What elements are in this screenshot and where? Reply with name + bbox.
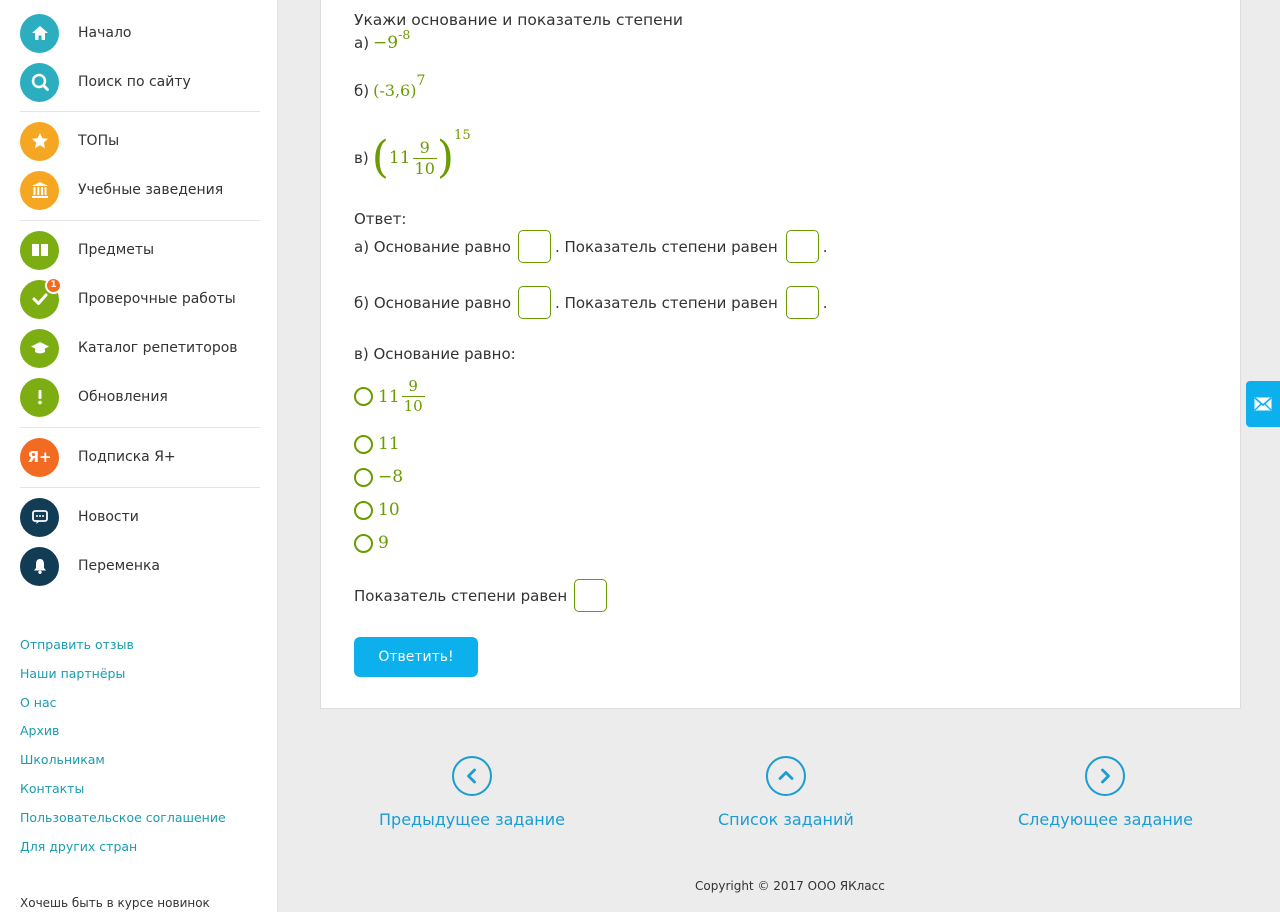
home-icon <box>20 14 59 53</box>
chevron-left-icon <box>452 756 492 796</box>
row-b-base-input[interactable] <box>518 286 551 319</box>
option-2[interactable] <box>354 434 400 454</box>
nav-subjects[interactable] <box>20 230 260 270</box>
nav-label: Обновления <box>78 389 168 405</box>
nav-label: Начало <box>78 25 132 41</box>
row-a-base-input[interactable] <box>518 230 551 263</box>
nav-institutions[interactable] <box>20 170 260 210</box>
next-task-label: Следующее задание <box>1018 810 1193 829</box>
nav-label: Каталог репетиторов <box>78 340 238 356</box>
item-b-label: б) <box>354 81 370 100</box>
option-3[interactable] <box>354 467 403 487</box>
footer-link-feedback[interactable]: Отправить отзыв <box>20 637 134 652</box>
answer-row-b <box>354 286 828 319</box>
item-c-denominator: 10 <box>414 158 435 178</box>
nav-label: Новости <box>78 509 139 525</box>
radio-button[interactable] <box>354 435 373 454</box>
nav-tops[interactable] <box>20 121 260 161</box>
prev-task-label: Предыдущее задание <box>379 810 565 829</box>
divider <box>20 111 260 112</box>
option-1-numerator: 9 <box>408 377 418 395</box>
row-a-exp-label: . Показатель степени равен <box>554 237 778 256</box>
submit-button[interactable]: Ответить! <box>354 637 478 677</box>
item-c-label: в) <box>354 149 369 167</box>
item-c-whole: 11 <box>388 148 411 168</box>
radio-button[interactable] <box>354 501 373 520</box>
row-b-exp-input[interactable] <box>786 286 819 319</box>
item-a-base: −9 <box>373 33 399 53</box>
divider <box>20 220 260 221</box>
row-b-exp-label: . Показатель степени равен <box>555 293 778 312</box>
nav-subscription[interactable] <box>20 437 260 477</box>
paren-right: ) <box>436 132 455 183</box>
nav-break[interactable] <box>20 546 260 586</box>
nav-label: Предметы <box>78 242 155 258</box>
newsletter-text: Хочешь быть в курсе новинок <box>20 896 210 910</box>
radio-button[interactable] <box>354 468 373 487</box>
mail-icon <box>1254 397 1272 411</box>
option-4[interactable] <box>354 500 400 520</box>
ya-plus-icon <box>20 438 59 477</box>
item-a-exponent: -8 <box>398 26 411 42</box>
option-4-value: 10 <box>378 500 400 520</box>
chevron-right-icon <box>1085 756 1125 796</box>
nav-label: ТОПы <box>78 133 120 149</box>
sidebar <box>0 0 278 912</box>
radio-button[interactable] <box>354 534 373 553</box>
nav-search[interactable] <box>20 62 260 102</box>
radio-button[interactable] <box>354 387 373 406</box>
task-title: Укажи основание и показатель степени <box>354 11 683 29</box>
footer-link-agreement[interactable]: Пользовательское соглашение <box>20 810 226 825</box>
divider <box>20 427 260 428</box>
row-a-base-label: а) Основание равно <box>354 237 511 256</box>
chevron-up-icon <box>766 756 806 796</box>
footer-link-about[interactable]: О нас <box>20 695 57 710</box>
answer-row-a <box>354 230 828 263</box>
item-b-exponent: 7 <box>416 72 426 89</box>
task-list-label: Список заданий <box>718 810 854 829</box>
row-b-base-label: б) Основание равно <box>354 293 512 312</box>
item-c <box>354 127 471 186</box>
book-icon <box>20 231 59 270</box>
feedback-mail-tab[interactable] <box>1246 381 1280 427</box>
chat-icon <box>20 498 59 537</box>
divider <box>20 487 260 488</box>
row-a-dot: . <box>822 237 828 256</box>
building-icon <box>20 171 59 210</box>
star-icon <box>20 122 59 161</box>
nav-tests[interactable] <box>20 279 260 319</box>
footer-link-archive[interactable]: Архив <box>20 723 60 738</box>
answer-title: Ответ: <box>354 210 407 228</box>
row-a-exp-input[interactable] <box>786 230 819 263</box>
item-b-base: (-3,6) <box>373 81 417 100</box>
item-c-numerator: 9 <box>419 137 430 157</box>
bell-icon <box>20 547 59 586</box>
item-b <box>354 72 426 100</box>
option-5[interactable] <box>354 533 389 553</box>
exclamation-icon <box>20 378 59 417</box>
option-5-value: 9 <box>378 533 389 553</box>
prev-task-link[interactable] <box>379 756 565 829</box>
task-list-link[interactable] <box>718 756 854 829</box>
option-1-whole: 11 <box>378 386 400 407</box>
footer-link-students[interactable]: Школьникам <box>20 752 105 767</box>
answer-row-c-label: в) Основание равно: <box>354 345 516 363</box>
nav-label: Проверочные работы <box>78 291 236 307</box>
search-icon <box>20 63 59 102</box>
copyright: Copyright © 2017 ООО ЯКласс <box>695 879 885 893</box>
option-1[interactable] <box>354 379 425 414</box>
option-1-denominator: 10 <box>403 397 423 415</box>
option-1-fraction <box>402 379 425 414</box>
row-c-exp-input[interactable] <box>574 579 607 612</box>
nav-label: Поиск по сайту <box>78 74 191 90</box>
paren-left: ( <box>371 132 389 183</box>
item-c-exponent: 15 <box>454 127 471 143</box>
item-a <box>354 26 411 53</box>
answer-row-c-exp <box>354 579 611 612</box>
row-c-exp-label: Показатель степени равен <box>354 586 568 605</box>
nav-news[interactable] <box>20 497 260 537</box>
footer-link-contacts[interactable]: Контакты <box>20 781 85 796</box>
footer-link-partners[interactable]: Наши партнёры <box>20 666 126 681</box>
nav-label: Подписка Я+ <box>78 449 176 465</box>
footer-link-other-countries[interactable]: Для других стран <box>20 839 138 854</box>
nav-label: Переменка <box>78 558 161 574</box>
row-b-dot: . <box>822 293 828 312</box>
graduation-cap-icon <box>20 329 59 368</box>
option-2-value: 11 <box>378 434 400 454</box>
nav-label: Учебные заведения <box>78 182 224 198</box>
check-icon <box>20 280 59 319</box>
option-3-value: −8 <box>378 467 404 487</box>
nav-home[interactable] <box>20 13 260 53</box>
item-c-fraction <box>413 137 437 178</box>
notification-badge: 1 <box>45 277 62 294</box>
nav-updates[interactable] <box>20 377 260 417</box>
next-task-link[interactable] <box>1018 756 1193 829</box>
nav-tutors[interactable] <box>20 328 260 368</box>
item-a-label: а) <box>354 34 370 52</box>
ya-plus-text: Я+ <box>27 448 52 466</box>
task-card <box>320 0 1241 709</box>
